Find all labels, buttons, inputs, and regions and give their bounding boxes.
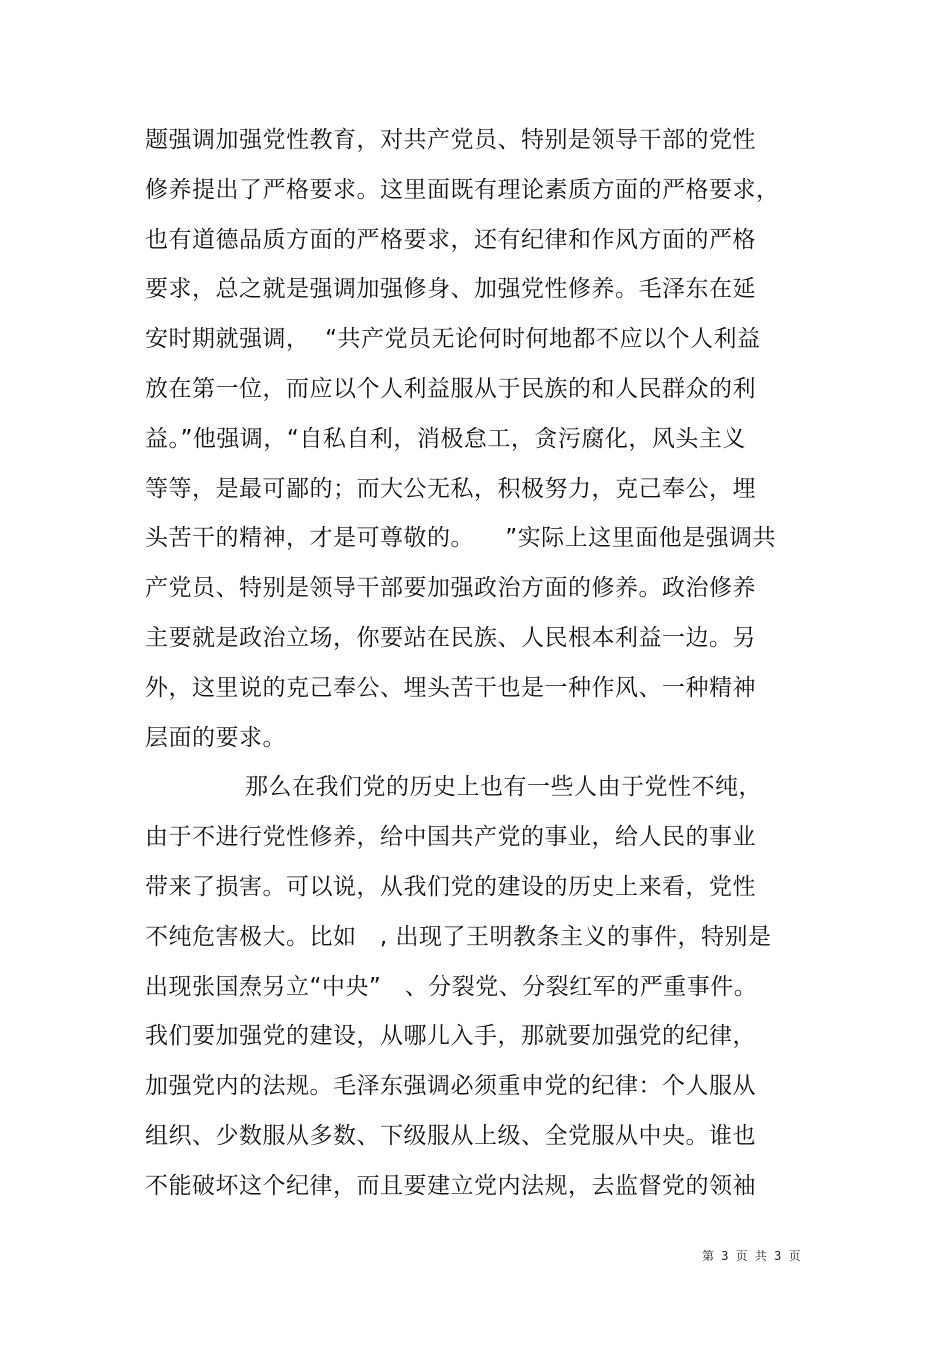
- text-line: 等等，是最可鄙的；而大公无私，积极努力，克己奉公，埋: [145, 476, 756, 502]
- text-line: 要求，总之就是强调加强修身、加强党性修养。毛泽东在延: [145, 276, 756, 302]
- text-line: 题强调加强党性教育，对共产党员、特别是领导干部的党性: [145, 127, 756, 153]
- text-line: 不纯危害极大。比如 , 出现了王明教条主义的事件，特别是: [145, 924, 772, 950]
- text-line: 头苦干的精神，才是可尊敬的。 ”实际上这里面他是强调共: [145, 525, 777, 551]
- text-line: 主要就是政治立场，你要站在民族、人民根本利益一边。另: [145, 625, 756, 651]
- page-number-footer: 第 3 页 共 3 页: [702, 1249, 801, 1263]
- text-line: 我们要加强党的建设，从哪儿入手，那就要加强党的纪律，: [145, 1023, 756, 1049]
- text-line: 由于不进行党性修养，给中国共产党的事业，给人民的事业: [145, 824, 756, 850]
- text-line: 安时期就强调， “共产党员无论何时何地都不应以个人利益: [145, 326, 761, 352]
- text-line: 带来了损害。可以说，从我们党的建设的历史上来看，党性: [145, 874, 756, 900]
- text-line: 不能破坏这个纪律，而且要建立党内法规，去监督党的领袖: [145, 1173, 756, 1199]
- text-line: 组织、少数服从多数、下级服从上级、全党服从中央。谁也: [145, 1123, 756, 1149]
- text-line: 修养提出了严格要求。这里面既有理论素质方面的严格要求，: [145, 177, 780, 203]
- text-line: 那么在我们党的历史上也有一些人由于党性不纯，: [245, 774, 762, 800]
- text-line: 层面的要求。: [145, 725, 286, 751]
- text-line: 也有道德品质方面的严格要求，还有纪律和作风方面的严格: [145, 227, 756, 253]
- text-line: 产党员、特别是领导干部要加强政治方面的修养。政治修养: [145, 575, 756, 601]
- text-line: 加强党内的法规。毛泽东强调必须重申党的纪律：个人服从: [145, 1073, 756, 1099]
- text-line: 出现张国焘另立“中央” 、分裂党、分裂红军的严重事件。: [145, 974, 758, 1000]
- text-line: 放在第一位，而应以个人利益服从于民族的和人民群众的利: [145, 376, 756, 402]
- text-line: 外，这里说的克己奉公、埋头苦干也是一种作风、一种精神: [145, 675, 756, 701]
- text-line: 益。”他强调，“自私自利，消极怠工，贪污腐化，风头主义: [145, 426, 746, 452]
